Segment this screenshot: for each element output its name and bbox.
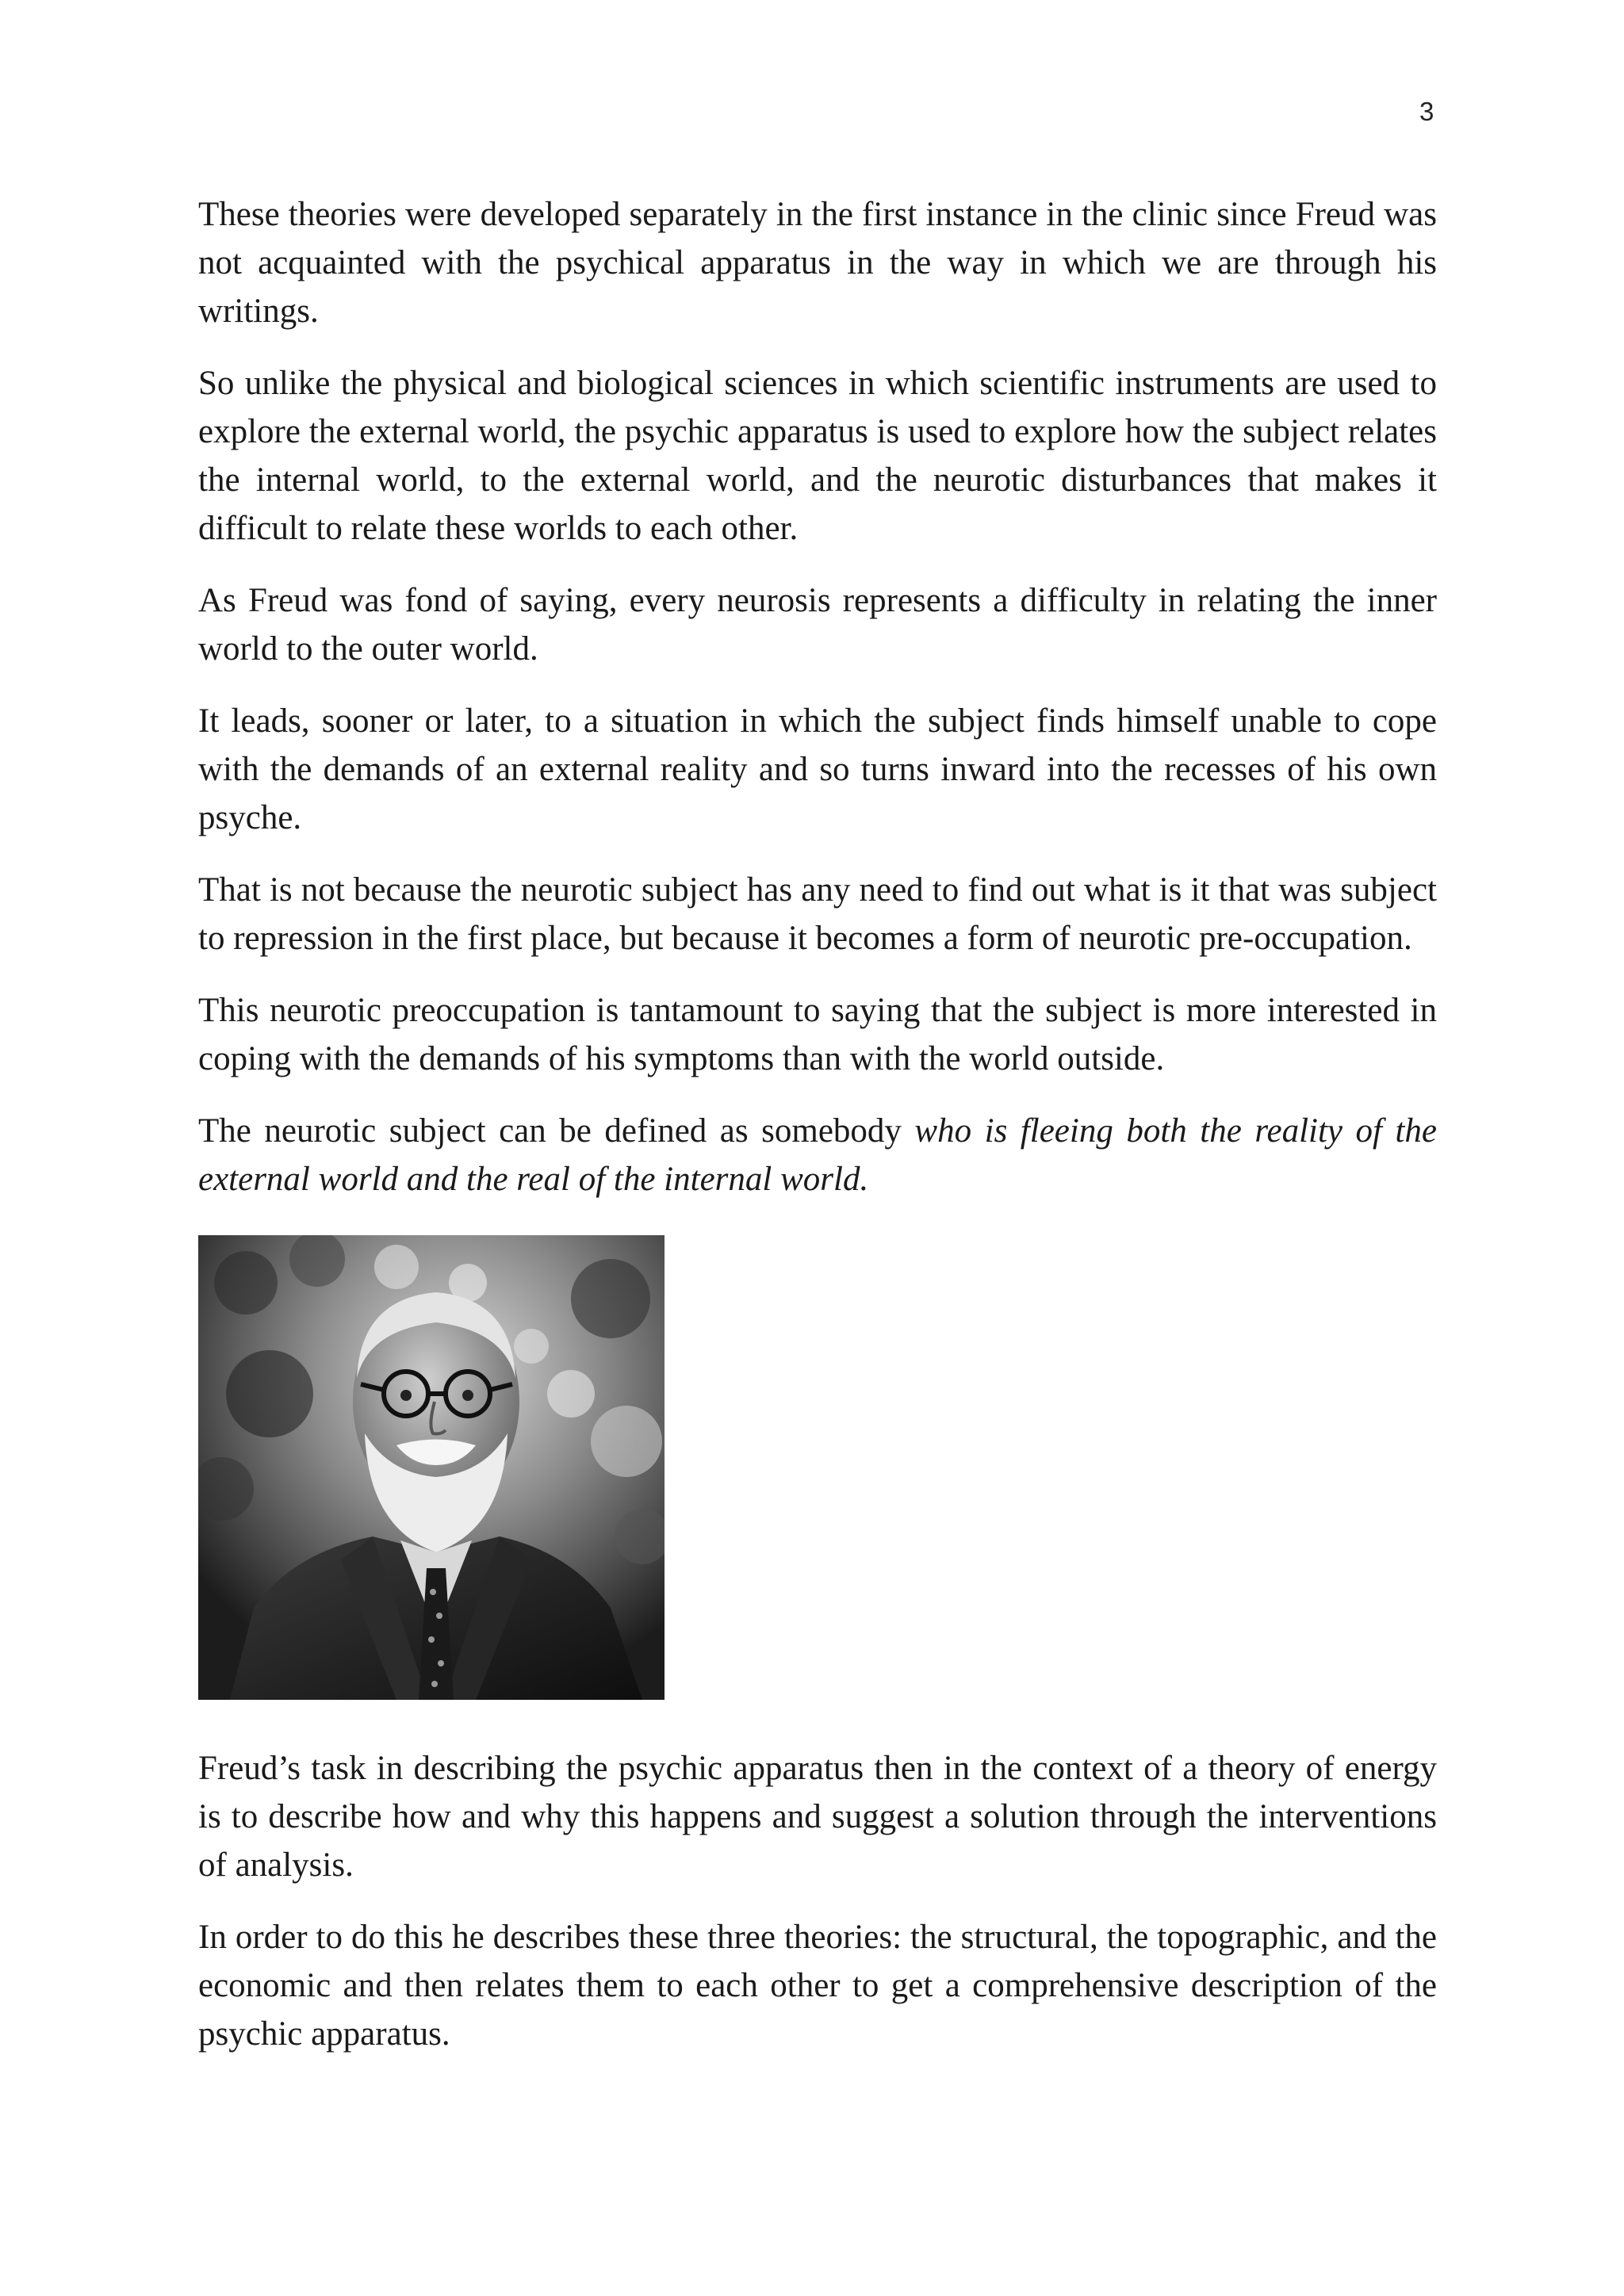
- paragraph-definition: [198, 1107, 1437, 1203]
- document-body: [198, 190, 1437, 2082]
- definition-lead: The neurotic subject can be defined as somebody: [198, 1112, 915, 1150]
- portrait-photo: [198, 1235, 665, 1700]
- paragraph-6: This neurotic preoccupation is tantamount to saying that the subject is more interested in coping with the demands of his symptoms than with the world outside.: [198, 992, 1437, 1077]
- paragraph-1: These theories were developed separately in the first instance in the clinic since Freud was not acquainted with the psychical apparatus in the way in which we are through his writings.: [198, 196, 1437, 330]
- paragraph-2: So unlike the physical and biological sciences in which scientific instruments are used to explore the external world, the psychic apparatus is used to explore how the subject relates the internal world, to the external world, and the neurotic disturbances that makes it difficult to relate these worlds to each other.: [198, 365, 1437, 547]
- paragraph-7: Freud’s task in describing the psychic apparatus then in the context of a theory of energy is to describe how and why this happens and suggest a solution through the interventions of analysis.: [198, 1750, 1437, 1884]
- paragraph-5: That is not because the neurotic subject has any need to find out what is it that was subject to repression in the first place, but because it becomes a form of neurotic pre-occupation.: [198, 871, 1437, 957]
- paragraph-3: As Freud was fond of saying, every neurosis represents a difficulty in relating the inner world to the outer world.: [198, 582, 1437, 668]
- definition-emphasis: who is fleeing both the reality of the external world and the real of the internal world.: [198, 1112, 1437, 1198]
- paragraph-8: In order to do this he describes these three theories: the structural, the topographic, and the economic and then relates them to each other to get a comprehensive description of the psychic apparatus.: [198, 1919, 1437, 2053]
- page-number: 3: [1419, 97, 1434, 126]
- paragraph-4: It leads, sooner or later, to a situation in which the subject finds himself unable to cope with the demands of an external reality and so turns inward into the recesses of his own psyche.: [198, 702, 1437, 836]
